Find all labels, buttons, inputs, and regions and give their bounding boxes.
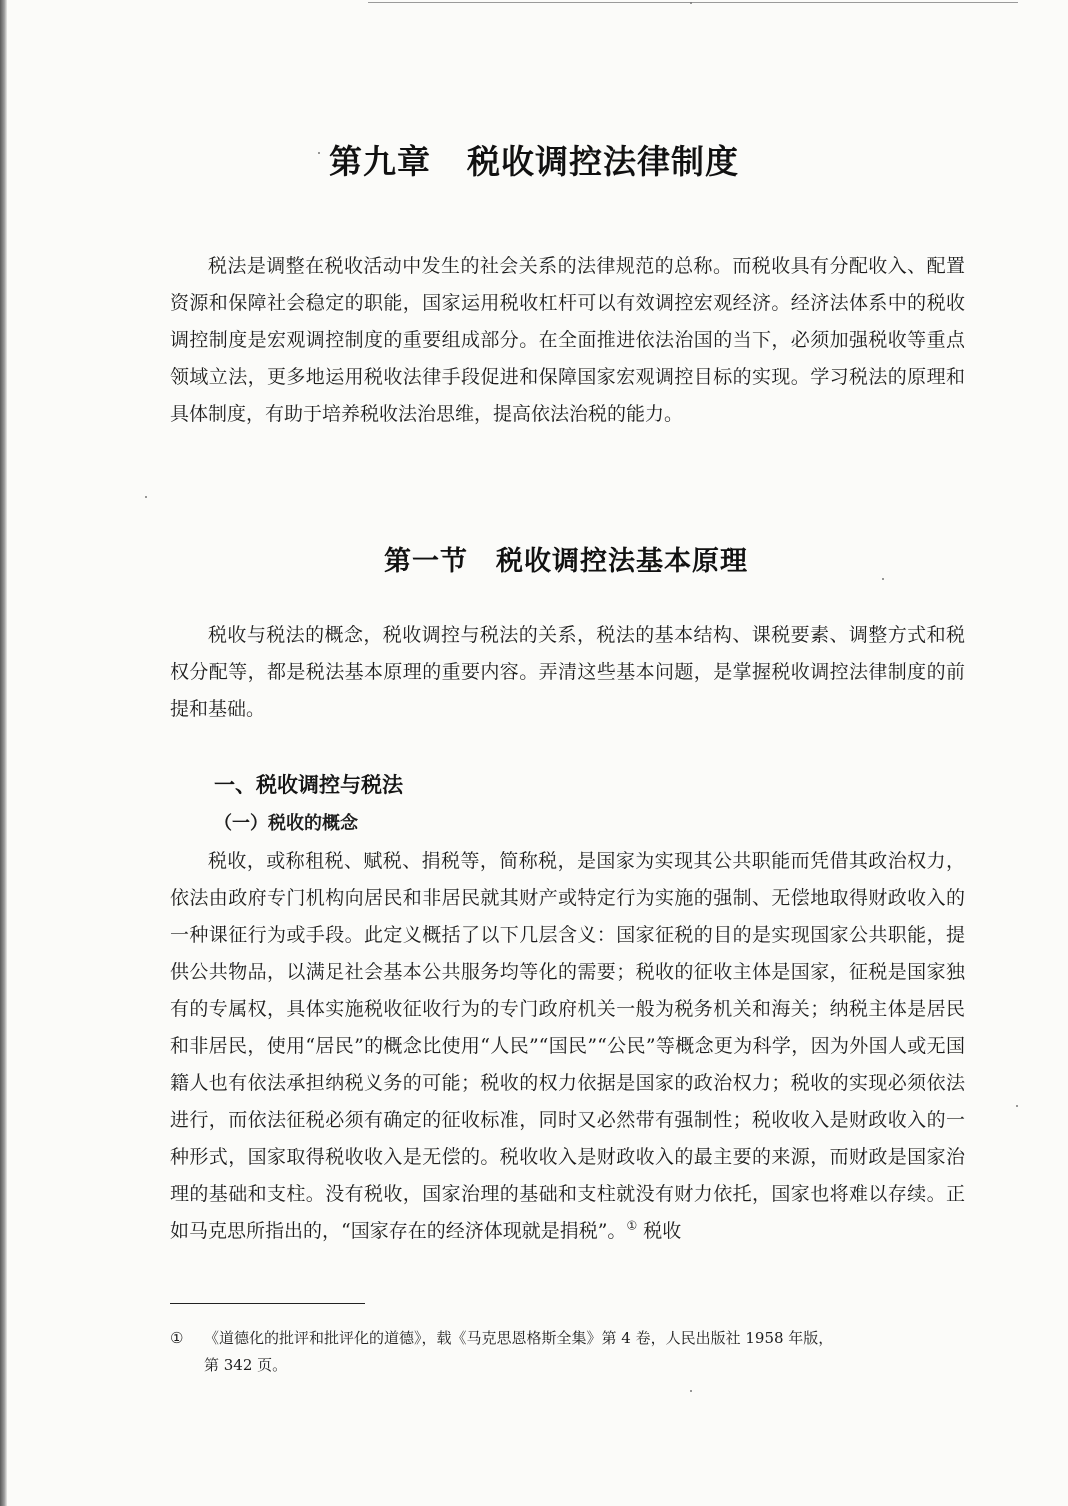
section-intro-paragraph: 税收与税法的概念，税收调控与税法的关系，税法的基本结构、课税要素、调整方式和税权分配等，都是税法基本原理的重要内容。弄清这些基本问题，是掌握税收调控法律制度的前提和基础。 (170, 624, 965, 720)
chapter-intro-paragraph: 税法是调整在税收活动中发生的社会关系的法律规范的总称。而税收具有分配收入、配置资源和保障社会稳定的职能，国家运用税收杠杆可以有效调控宏观经济。经济法体系中的税收调控制度是宏观调控制度的重要组成部分。在全面推进依法治国的当下，必须加强税收等重点领域立法，更多地运用税收法律手段促进和保障国家宏观调控目标的实现。学习税法的原理和具体制度，有助于培养税收法治思维，提高依法治税的能力。 (170, 255, 965, 425)
body-text-tail: 税收 (643, 1220, 682, 1242)
footnote-rule (170, 1303, 365, 1304)
body-paragraph (170, 843, 965, 1250)
chapter-name: 税收调控法律制度 (467, 142, 739, 181)
footnote-line-2: 第 342 页。 (204, 1356, 288, 1374)
section-title (0, 542, 1068, 582)
footnote-reference: ① (626, 1218, 638, 1233)
chapter-number: 第九章 (329, 142, 431, 181)
footnote (170, 1325, 965, 1379)
section-number: 第一节 (384, 546, 468, 577)
body-text: 税收，或称租税、赋税、捐税等，简称税，是国家为实现其公共职能而凭借其政治权力，依法由政府专门机构向居民和非居民就其财产或特定行为实施的强制、无偿地取得财政收入的一种课征行为或手段。此定义概括了以下几层含义：国家征税的目的是实现国家公共职能，提供公共物品，以满足社会基本公共服务均等化的需要；税收的征收主体是国家，征税是国家独有的专属权，具体实施税收征收行为的专门政府机关一般为税务机关和海关；纳税主体是居民和非居民，使用“居民”的概念比使用“人民”“国民”“公民”等概念更为科学，因为外国人或无国籍人也有依法承担纳税义务的可能；税收的权力依据是国家的政治权力；税收的实现必须依法进行，而依法征税必须有确定的征收标准，同时又必然带有强制性；税收收入是财政收入的一种形式，国家取得税收收入是无偿的。税收收入是财政收入的最主要的来源，而财政是国家治理的基础和支柱。没有税收，国家治理的基础和支柱就没有财力依托，国家也将难以存续。正如马克思所指出的，“国家存在的经济体现就是捐税”。 (170, 850, 965, 1242)
footnote-line-1: 《道德化的批评和批评化的道德》，载《马克思恩格斯全集》第 4 卷，人民出版社 1958 年版， (204, 1329, 834, 1347)
footnote-mark: ① (170, 1329, 184, 1347)
scan-speck (1016, 1105, 1018, 1107)
subsubsection-heading: （一）税收的概念 (214, 813, 358, 834)
scan-speck (690, 2, 692, 4)
scan-speck (145, 496, 147, 498)
page-binding-edge (0, 0, 7, 1506)
section-name: 税收调控法基本原理 (496, 546, 748, 577)
scan-speck (690, 1390, 692, 1392)
subsection-heading: 一、税收调控与税法 (214, 773, 403, 797)
chapter-title (0, 140, 1068, 184)
page-top-rule (368, 2, 1018, 3)
